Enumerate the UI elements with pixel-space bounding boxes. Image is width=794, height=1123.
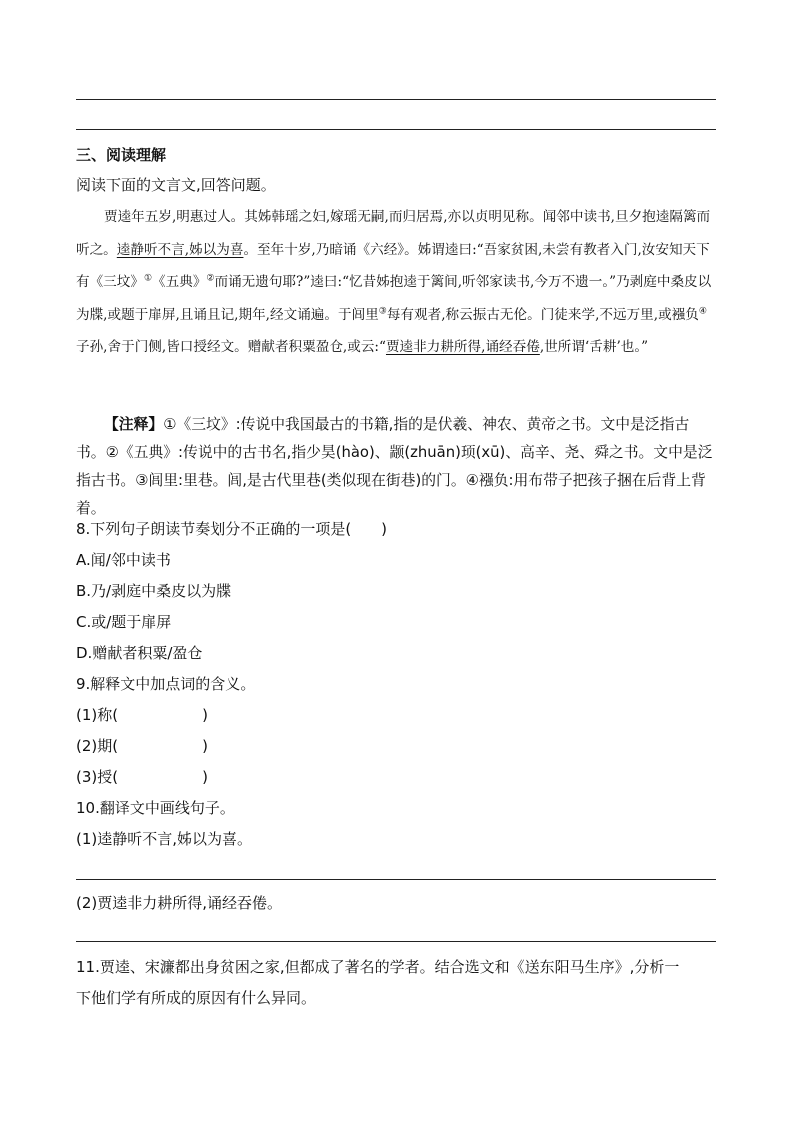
- option-c: C.或/题于扉屏: [76, 613, 172, 631]
- notes-tag: 【注释】: [104, 416, 164, 433]
- passage-text: 而诵无遗句耶?”逵曰:“忆昔姊抱逵于篱间,听邻家读书,今万不遗一。”乃剥庭中桑皮以为牒,或题于扉屏,且诵且记,期年,经文诵遍。于闾里: [76, 274, 712, 323]
- section-title: 三、阅读理解: [76, 146, 167, 164]
- question-11-line-2: 下他们学有所成的原因有什么异同。: [76, 989, 317, 1007]
- instruction: 阅读下面的文言文,回答问题。: [76, 176, 276, 194]
- paren-close: ): [202, 737, 208, 755]
- paren-close: ): [202, 706, 208, 724]
- answer-line: [76, 941, 716, 942]
- question-10-item-1: (1)逵静听不言,姊以为喜。: [76, 830, 253, 848]
- question-10-item-2: (2)贾逵非力耕所得,诵经吞倦。: [76, 894, 283, 912]
- notes: [76, 411, 716, 523]
- item-label: (3)授(: [76, 768, 119, 786]
- passage-text: 每有观者,称云振古无伦。门徒来学,不远万里,或襁负: [386, 306, 699, 323]
- item-label: (1)称(: [76, 706, 119, 724]
- answer-line: [76, 99, 716, 100]
- question-9-item-3: [76, 768, 208, 786]
- notes-text: ①《三坟》:传说中我国最古的书籍,指的是伏羲、神农、黄帝之书。文中是泛指古书。②《五典》:传说中的古书名,指少昊(hào)、颛(zhuān)顼(xū)、高辛、尧、舜之书。文中是泛指古书。③闾里:里巷。闾,是古代里巷(类似现在街巷)的门。④襁负:用布带子把孩子捆在后背上背着。: [76, 416, 713, 517]
- passage-underlined-sentence: 贾逵非力耕所得,诵经吞倦: [385, 339, 540, 355]
- question-10-stem: 10.翻译文中画线句子。: [76, 799, 235, 817]
- passage-text: 。至年十岁,乃暗诵《六经》。姊谓逵曰:“吾家贫困,未尝有教者入门,汝安知天下有《三坟》: [76, 241, 710, 290]
- question-8-stem: 8.下列句子朗读节奏划分不正确的一项是( ): [76, 520, 388, 538]
- passage-underlined-sentence: 逵静听不言,姊以为喜: [116, 241, 244, 258]
- option-a: A.闻/邻中读书: [76, 551, 171, 569]
- question-9-item-1: [76, 706, 208, 724]
- footnote-marker: ①: [143, 273, 153, 284]
- footnote-marker: ④: [698, 305, 707, 316]
- paren-close: ): [202, 768, 208, 786]
- question-9-stem: 9.解释文中加点词的含义。: [76, 675, 256, 693]
- passage: [76, 201, 716, 364]
- passage-text: ,世所谓‘舌耕’也。”: [539, 339, 649, 355]
- footnote-marker: ②: [206, 273, 215, 284]
- option-d: D.赠献者积粟/盈仓: [76, 644, 203, 662]
- item-label: (2)期(: [76, 737, 119, 755]
- answer-line: [76, 129, 716, 130]
- footnote-marker: ③: [378, 305, 387, 316]
- passage-text: 《五典》: [152, 274, 207, 290]
- passage-text: 贾逵年五岁,明惠过人。其姊韩瑶之妇,嫁瑶无嗣,而归居焉,亦以贞明见称。闻邻中读书,旦夕抱逵隔篱而听之。: [76, 209, 711, 258]
- option-b: B.乃/剥庭中桑皮以为牒: [76, 582, 232, 600]
- question-11-line-1: 11.贾逵、宋濂都出身贫困之家,但都成了著名的学者。结合选文和《送东阳马生序》,分析一: [76, 958, 680, 976]
- question-9-item-2: [76, 737, 208, 755]
- passage-text: 子孙,舍于门侧,皆口授经文。赠献者积粟盈仓,或云:“: [76, 339, 386, 355]
- answer-line: [76, 879, 716, 880]
